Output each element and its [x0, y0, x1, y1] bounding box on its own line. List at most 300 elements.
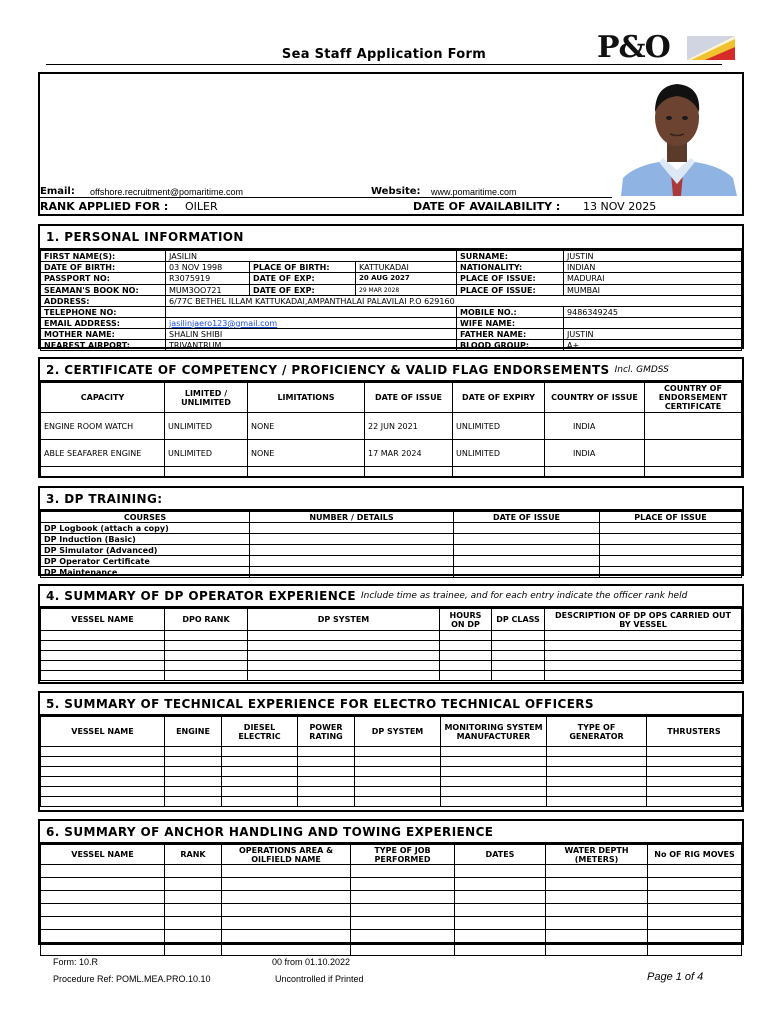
col-date-expiry: DATE OF EXPIRY: [453, 383, 545, 413]
table-row: [41, 917, 742, 930]
table-row: [41, 631, 742, 641]
seaman-book-label: SEAMAN'S BOOK NO:: [41, 285, 166, 296]
table-cell[interactable]: [546, 943, 648, 956]
table-cell[interactable]: [41, 747, 165, 757]
anchor-handling-table: [40, 844, 742, 956]
availability-label: DATE OF AVAILABILITY :: [413, 200, 561, 213]
table-cell[interactable]: [351, 917, 455, 930]
table-cell[interactable]: [440, 631, 492, 641]
table-cell[interactable]: [41, 930, 165, 943]
table-row: [41, 671, 742, 681]
col-engine: ENGINE: [165, 717, 222, 747]
table-row: [41, 651, 742, 661]
col-vessel-name: VESSEL NAME: [41, 717, 165, 747]
table-cell[interactable]: [547, 777, 647, 787]
table-cell[interactable]: [545, 467, 645, 477]
table-row: [41, 797, 742, 807]
table-cell[interactable]: [645, 440, 742, 467]
nationality-label: NATIONALITY:: [457, 262, 564, 273]
table-cell[interactable]: [165, 930, 222, 943]
table-row: [41, 891, 742, 904]
table-cell[interactable]: [351, 878, 455, 891]
table-cell[interactable]: [351, 904, 455, 917]
table-cell[interactable]: [41, 943, 165, 956]
table-cell[interactable]: [455, 904, 546, 917]
first-name-label: FIRST NAME(S):: [41, 251, 166, 262]
surname-field[interactable]: JUSTIN: [564, 251, 742, 262]
blood-group-field[interactable]: A+: [564, 340, 742, 351]
table-cell[interactable]: ENGINE ROOM WATCH: [41, 413, 165, 440]
wife-name-field[interactable]: [564, 318, 742, 329]
table-row: [41, 534, 742, 545]
company-email[interactable]: offshore.recruitment@pomaritime.com: [90, 187, 244, 197]
table-cell[interactable]: [546, 930, 648, 943]
col-dp-class: DP CLASS: [492, 609, 545, 631]
col-hours-on-dp: HOURS ON DP: [440, 609, 492, 631]
table-cell[interactable]: [454, 545, 600, 556]
table-cell[interactable]: [648, 930, 742, 943]
table-cell[interactable]: [41, 878, 165, 891]
table-cell[interactable]: [492, 641, 545, 651]
table-cell[interactable]: [250, 556, 454, 567]
dob-field[interactable]: 03 NOV 1998: [166, 262, 250, 273]
passport-field[interactable]: R3075919: [166, 273, 250, 285]
table-cell[interactable]: [355, 767, 441, 777]
table-cell[interactable]: [547, 747, 647, 757]
company-website[interactable]: www.pomaritime.com: [431, 187, 517, 197]
table-cell[interactable]: [648, 865, 742, 878]
telephone-label: TELEPHONE NO:: [41, 307, 166, 318]
dp-training-table: [40, 511, 742, 578]
table-cell[interactable]: [41, 661, 165, 671]
table-cell[interactable]: [222, 777, 298, 787]
table-cell[interactable]: [455, 878, 546, 891]
rank-applied-label: RANK APPLIED FOR :: [40, 200, 169, 213]
table-row: [41, 904, 742, 917]
table-cell[interactable]: [355, 777, 441, 787]
table-cell[interactable]: [600, 523, 742, 534]
table-cell[interactable]: NONE: [248, 413, 365, 440]
col-place-issue: PLACE OF ISSUE: [600, 512, 742, 523]
table-cell[interactable]: 17 MAR 2024: [365, 440, 453, 467]
table-cell[interactable]: [298, 777, 355, 787]
dp-training-section: [38, 486, 744, 576]
col-number-details: NUMBER / DETAILS: [250, 512, 454, 523]
col-capacity: CAPACITY: [41, 383, 165, 413]
table-cell[interactable]: [492, 631, 545, 641]
table-cell[interactable]: [351, 891, 455, 904]
dp-experience-note: Include time as trainee, and for each entry indicate the officer rank held: [361, 591, 688, 601]
course-dp-simulator: DP Simulator (Advanced): [41, 545, 250, 556]
table-cell[interactable]: [298, 797, 355, 807]
nearest-airport-field[interactable]: TRIVANTRUM: [166, 340, 457, 351]
table-cell[interactable]: [545, 651, 742, 661]
table-cell[interactable]: [222, 767, 298, 777]
table-cell[interactable]: [165, 767, 222, 777]
table-cell[interactable]: [454, 534, 600, 545]
anchor-handling-section: [38, 819, 744, 945]
col-vessel-name: VESSEL NAME: [41, 845, 165, 865]
table-cell[interactable]: [298, 767, 355, 777]
table-cell[interactable]: [41, 651, 165, 661]
table-cell[interactable]: [222, 878, 351, 891]
table-cell[interactable]: [222, 891, 351, 904]
table-row: [41, 567, 742, 578]
table-cell[interactable]: [492, 661, 545, 671]
table-cell[interactable]: [545, 661, 742, 671]
col-water-depth: WATER DEPTH (METERS): [546, 845, 648, 865]
applicant-photo: [613, 74, 742, 196]
table-cell[interactable]: [165, 631, 248, 641]
table-cell[interactable]: [648, 917, 742, 930]
email-label: Email:: [40, 186, 75, 197]
table-row: [41, 865, 742, 878]
table-cell[interactable]: [41, 904, 165, 917]
col-thrusters: THRUSTERS: [647, 717, 742, 747]
table-cell[interactable]: [454, 556, 600, 567]
table-cell[interactable]: [250, 567, 454, 578]
table-cell[interactable]: [648, 878, 742, 891]
table-cell[interactable]: [41, 777, 165, 787]
table-cell[interactable]: [165, 891, 222, 904]
table-cell[interactable]: [648, 943, 742, 956]
table-cell[interactable]: [647, 747, 742, 757]
table-cell[interactable]: [355, 757, 441, 767]
table-cell[interactable]: [165, 797, 222, 807]
table-cell[interactable]: [351, 930, 455, 943]
mobile-label: MOBILE NO.:: [457, 307, 564, 318]
course-dp-maintenance: DP Maintenance: [41, 567, 250, 578]
table-cell[interactable]: [454, 523, 600, 534]
table-cell[interactable]: [645, 467, 742, 477]
footer-form-number: Form: 10.R: [53, 957, 99, 967]
table-cell[interactable]: [222, 930, 351, 943]
table-cell[interactable]: UNLIMITED: [453, 440, 545, 467]
table-cell[interactable]: [41, 797, 165, 807]
table-cell[interactable]: [165, 651, 248, 661]
table-cell[interactable]: [355, 787, 441, 797]
table-cell[interactable]: [455, 943, 546, 956]
table-cell[interactable]: [165, 787, 222, 797]
table-cell[interactable]: [441, 757, 547, 767]
footer-uncontrolled-note: Uncontrolled if Printed: [275, 974, 364, 984]
table-cell[interactable]: [647, 777, 742, 787]
table-cell[interactable]: [441, 747, 547, 757]
table-cell[interactable]: [165, 943, 222, 956]
table-cell[interactable]: [600, 545, 742, 556]
table-cell[interactable]: [165, 865, 222, 878]
table-cell[interactable]: [248, 671, 440, 681]
table-cell[interactable]: [600, 567, 742, 578]
table-cell[interactable]: [441, 797, 547, 807]
col-date-issue: DATE OF ISSUE: [454, 512, 600, 523]
email-link[interactable]: jasilinjaero123@gmail.com: [169, 318, 278, 328]
table-cell[interactable]: UNLIMITED: [165, 440, 248, 467]
table-cell[interactable]: [647, 797, 742, 807]
first-name-field[interactable]: JASILIN: [166, 251, 457, 262]
passport-issue-label: PLACE OF ISSUE:: [457, 273, 564, 285]
pob-label: PLACE OF BIRTH:: [250, 262, 356, 273]
col-dp-system: DP SYSTEM: [355, 717, 441, 747]
table-cell[interactable]: [455, 865, 546, 878]
table-cell[interactable]: [600, 534, 742, 545]
personal-information-section: [38, 224, 744, 349]
dob-label: DATE OF BIRTH:: [41, 262, 166, 273]
wife-name-label: WIFE NAME:: [457, 318, 564, 329]
table-cell[interactable]: [250, 523, 454, 534]
table-cell[interactable]: [41, 891, 165, 904]
availability-value[interactable]: 13 NOV 2025: [583, 200, 657, 213]
company-logo: [597, 32, 739, 64]
table-cell[interactable]: [165, 757, 222, 767]
nationality-field[interactable]: INDIAN: [564, 262, 742, 273]
table-row: [41, 440, 742, 467]
col-operations-area: OPERATIONS AREA & OILFIELD NAME: [222, 845, 351, 865]
certificates-note: Incl. GMDSS: [614, 364, 669, 375]
col-country-endorsement: COUNTRY OF ENDORSEMENT CERTIFICATE: [645, 383, 742, 413]
address-field[interactable]: 6/77C BETHEL ILLAM KATTUKADAI,AMPANTHALAI PALAVILAI P.O 629160: [166, 296, 742, 307]
table-cell[interactable]: [165, 641, 248, 651]
table-cell[interactable]: [248, 651, 440, 661]
col-dpo-rank: DPO RANK: [165, 609, 248, 631]
table-cell[interactable]: [545, 631, 742, 641]
table-cell[interactable]: [250, 534, 454, 545]
table-cell[interactable]: [492, 651, 545, 661]
table-cell[interactable]: [250, 545, 454, 556]
address-label: ADDRESS:: [41, 296, 166, 307]
table-cell[interactable]: [165, 878, 222, 891]
table-cell[interactable]: [222, 943, 351, 956]
table-cell[interactable]: [455, 930, 546, 943]
dp-experience-title-text: 4. SUMMARY OF DP OPERATOR EXPERIENCE: [46, 589, 356, 603]
table-cell[interactable]: [248, 467, 365, 477]
certificates-section: [38, 357, 744, 478]
table-cell[interactable]: [355, 797, 441, 807]
table-cell[interactable]: 22 JUN 2021: [365, 413, 453, 440]
mother-name-field[interactable]: SHALIN SHIBI: [166, 329, 457, 340]
table-cell[interactable]: [440, 641, 492, 651]
table-row: [41, 878, 742, 891]
email-address-label: EMAIL ADDRESS:: [41, 318, 166, 329]
col-diesel-electric: DIESEL ELECTRIC: [222, 717, 298, 747]
section-title-dp-experience: [40, 586, 742, 608]
col-limited: LIMITED / UNLIMITED: [165, 383, 248, 413]
mobile-field[interactable]: 9486349245: [564, 307, 742, 318]
table-row: [41, 747, 742, 757]
father-name-label: FATHER NAME:: [457, 329, 564, 340]
table-cell[interactable]: [365, 467, 453, 477]
dp-experience-table: [40, 608, 742, 681]
col-dp-system: DP SYSTEM: [248, 609, 440, 631]
table-row: [41, 556, 742, 567]
table-cell[interactable]: [546, 904, 648, 917]
table-cell[interactable]: [41, 631, 165, 641]
table-cell[interactable]: [41, 865, 165, 878]
table-cell[interactable]: [441, 767, 547, 777]
table-cell[interactable]: [298, 757, 355, 767]
table-cell[interactable]: [165, 671, 248, 681]
col-date-issue: DATE OF ISSUE: [365, 383, 453, 413]
passport-issue-field[interactable]: MADURAI: [564, 273, 742, 285]
table-cell[interactable]: [41, 757, 165, 767]
col-monitoring-system: MONITORING SYSTEM MANUFACTURER: [441, 717, 547, 747]
table-cell[interactable]: [453, 467, 545, 477]
eto-experience-table: [40, 716, 742, 807]
header-divider: [38, 197, 612, 198]
footer-procedure-ref: Procedure Ref: POML.MEA.PRO.10.10: [53, 974, 211, 984]
table-cell[interactable]: INDIA: [545, 413, 645, 440]
table-cell[interactable]: [248, 641, 440, 651]
footer-page-number: Page 1 of 4: [647, 971, 704, 983]
passport-label: PASSPORT NO:: [41, 273, 166, 285]
table-cell[interactable]: [165, 904, 222, 917]
table-cell[interactable]: [546, 891, 648, 904]
table-row: [41, 661, 742, 671]
table-cell[interactable]: [165, 661, 248, 671]
rank-applied-value[interactable]: OILER: [185, 200, 218, 213]
section-title-personal: 1. PERSONAL INFORMATION: [40, 226, 742, 250]
table-cell[interactable]: [545, 641, 742, 651]
flag-icon: [685, 33, 737, 63]
seaman-issue-label: PLACE OF ISSUE:: [457, 285, 564, 296]
table-row: [41, 757, 742, 767]
col-rig-moves: No OF RIG MOVES: [648, 845, 742, 865]
table-row: [41, 787, 742, 797]
blood-group-label: BLOOD GROUP:: [457, 340, 564, 351]
table-cell[interactable]: [165, 747, 222, 757]
seaman-issue-field[interactable]: MUMBAI: [564, 285, 742, 296]
table-cell[interactable]: [547, 767, 647, 777]
table-cell[interactable]: [455, 917, 546, 930]
section-title-certificates: [40, 359, 742, 382]
table-cell[interactable]: [441, 777, 547, 787]
certificates-table: [40, 382, 742, 477]
email-address-field[interactable]: [166, 318, 457, 329]
table-cell[interactable]: UNLIMITED: [453, 413, 545, 440]
table-cell[interactable]: [454, 567, 600, 578]
logo-text: P&O: [597, 30, 670, 65]
table-cell[interactable]: [298, 787, 355, 797]
table-cell[interactable]: [440, 651, 492, 661]
table-cell[interactable]: [547, 797, 647, 807]
table-cell[interactable]: [441, 787, 547, 797]
table-cell[interactable]: [547, 787, 647, 797]
col-job-type: TYPE OF JOB PERFORMED: [351, 845, 455, 865]
mother-name-label: MOTHER NAME:: [41, 329, 166, 340]
table-row: [41, 777, 742, 787]
table-cell[interactable]: NONE: [248, 440, 365, 467]
table-cell[interactable]: [222, 904, 351, 917]
table-cell[interactable]: [351, 865, 455, 878]
table-cell[interactable]: [41, 917, 165, 930]
table-cell[interactable]: [355, 747, 441, 757]
table-cell[interactable]: [546, 878, 648, 891]
col-limitations: LIMITATIONS: [248, 383, 365, 413]
section-title-eto-experience: 5. SUMMARY OF TECHNICAL EXPERIENCE FOR ELECTRO TECHNICAL OFFICERS: [40, 693, 742, 716]
table-cell[interactable]: [455, 891, 546, 904]
table-cell[interactable]: [165, 777, 222, 787]
table-cell[interactable]: [492, 671, 545, 681]
table-cell[interactable]: [645, 413, 742, 440]
col-country-issue: COUNTRY OF ISSUE: [545, 383, 645, 413]
telephone-field[interactable]: [166, 307, 457, 318]
table-cell[interactable]: [222, 757, 298, 767]
section-title-anchor-handling: 6. SUMMARY OF ANCHOR HANDLING AND TOWING EXPERIENCE: [40, 821, 742, 844]
col-vessel-name: VESSEL NAME: [41, 609, 165, 631]
table-row: [41, 467, 742, 477]
col-dp-ops-description: DESCRIPTION OF DP OPS CARRIED OUT BY VESSEL: [545, 609, 742, 631]
table-cell[interactable]: [41, 767, 165, 777]
table-cell[interactable]: [41, 787, 165, 797]
personal-info-table: [40, 250, 742, 351]
table-row: [41, 767, 742, 777]
table-cell[interactable]: [547, 757, 647, 767]
table-cell[interactable]: [222, 865, 351, 878]
table-cell[interactable]: [41, 671, 165, 681]
table-cell[interactable]: [647, 767, 742, 777]
table-cell[interactable]: ABLE SEAFARER ENGINE: [41, 440, 165, 467]
course-dp-logbook: DP Logbook (attach a copy): [41, 523, 250, 534]
table-cell[interactable]: [648, 891, 742, 904]
table-row: [41, 641, 742, 651]
table-row: [41, 545, 742, 556]
table-row: [41, 930, 742, 943]
table-cell[interactable]: [351, 943, 455, 956]
table-cell[interactable]: INDIA: [545, 440, 645, 467]
table-cell[interactable]: [600, 556, 742, 567]
table-row: [41, 523, 742, 534]
passport-exp-field[interactable]: 20 AUG 2027: [356, 273, 457, 285]
table-cell[interactable]: [648, 904, 742, 917]
table-cell[interactable]: [41, 641, 165, 651]
table-cell[interactable]: [546, 865, 648, 878]
table-cell[interactable]: [647, 787, 742, 797]
seaman-exp-label: DATE OF EXP:: [250, 285, 356, 296]
col-generator-type: TYPE OF GENERATOR: [547, 717, 647, 747]
pob-field[interactable]: KATTUKADAI: [356, 262, 457, 273]
table-cell[interactable]: [41, 467, 165, 477]
table-cell[interactable]: [222, 787, 298, 797]
col-rank: RANK: [165, 845, 222, 865]
certificates-title-text: 2. CERTIFICATE OF COMPETENCY / PROFICIENCY & VALID FLAG ENDORSEMENTS: [46, 362, 610, 377]
seaman-exp-field[interactable]: 29 MAR 2028: [356, 285, 457, 296]
table-cell[interactable]: [298, 747, 355, 757]
col-courses: COURSES: [41, 512, 250, 523]
form-title: Sea Staff Application Form: [281, 47, 487, 62]
table-cell[interactable]: [545, 671, 742, 681]
table-cell[interactable]: [222, 797, 298, 807]
seaman-book-field[interactable]: MUM3OO721: [166, 285, 250, 296]
table-cell[interactable]: [165, 467, 248, 477]
col-power-rating: POWER RATING: [298, 717, 355, 747]
table-cell[interactable]: [248, 661, 440, 671]
table-cell[interactable]: [222, 917, 351, 930]
table-cell[interactable]: [248, 631, 440, 641]
table-cell[interactable]: UNLIMITED: [165, 413, 248, 440]
table-cell[interactable]: [440, 671, 492, 681]
table-cell[interactable]: [440, 661, 492, 671]
father-name-field[interactable]: JUSTIN: [564, 329, 742, 340]
passport-exp-label: DATE OF EXP:: [250, 273, 356, 285]
eto-experience-section: [38, 691, 744, 812]
table-cell[interactable]: [546, 917, 648, 930]
table-cell[interactable]: [165, 917, 222, 930]
table-cell[interactable]: [222, 747, 298, 757]
table-row: [41, 943, 742, 956]
table-row: [41, 413, 742, 440]
footer-version: 00 from 01.10.2022: [272, 957, 351, 967]
table-cell[interactable]: [647, 757, 742, 767]
